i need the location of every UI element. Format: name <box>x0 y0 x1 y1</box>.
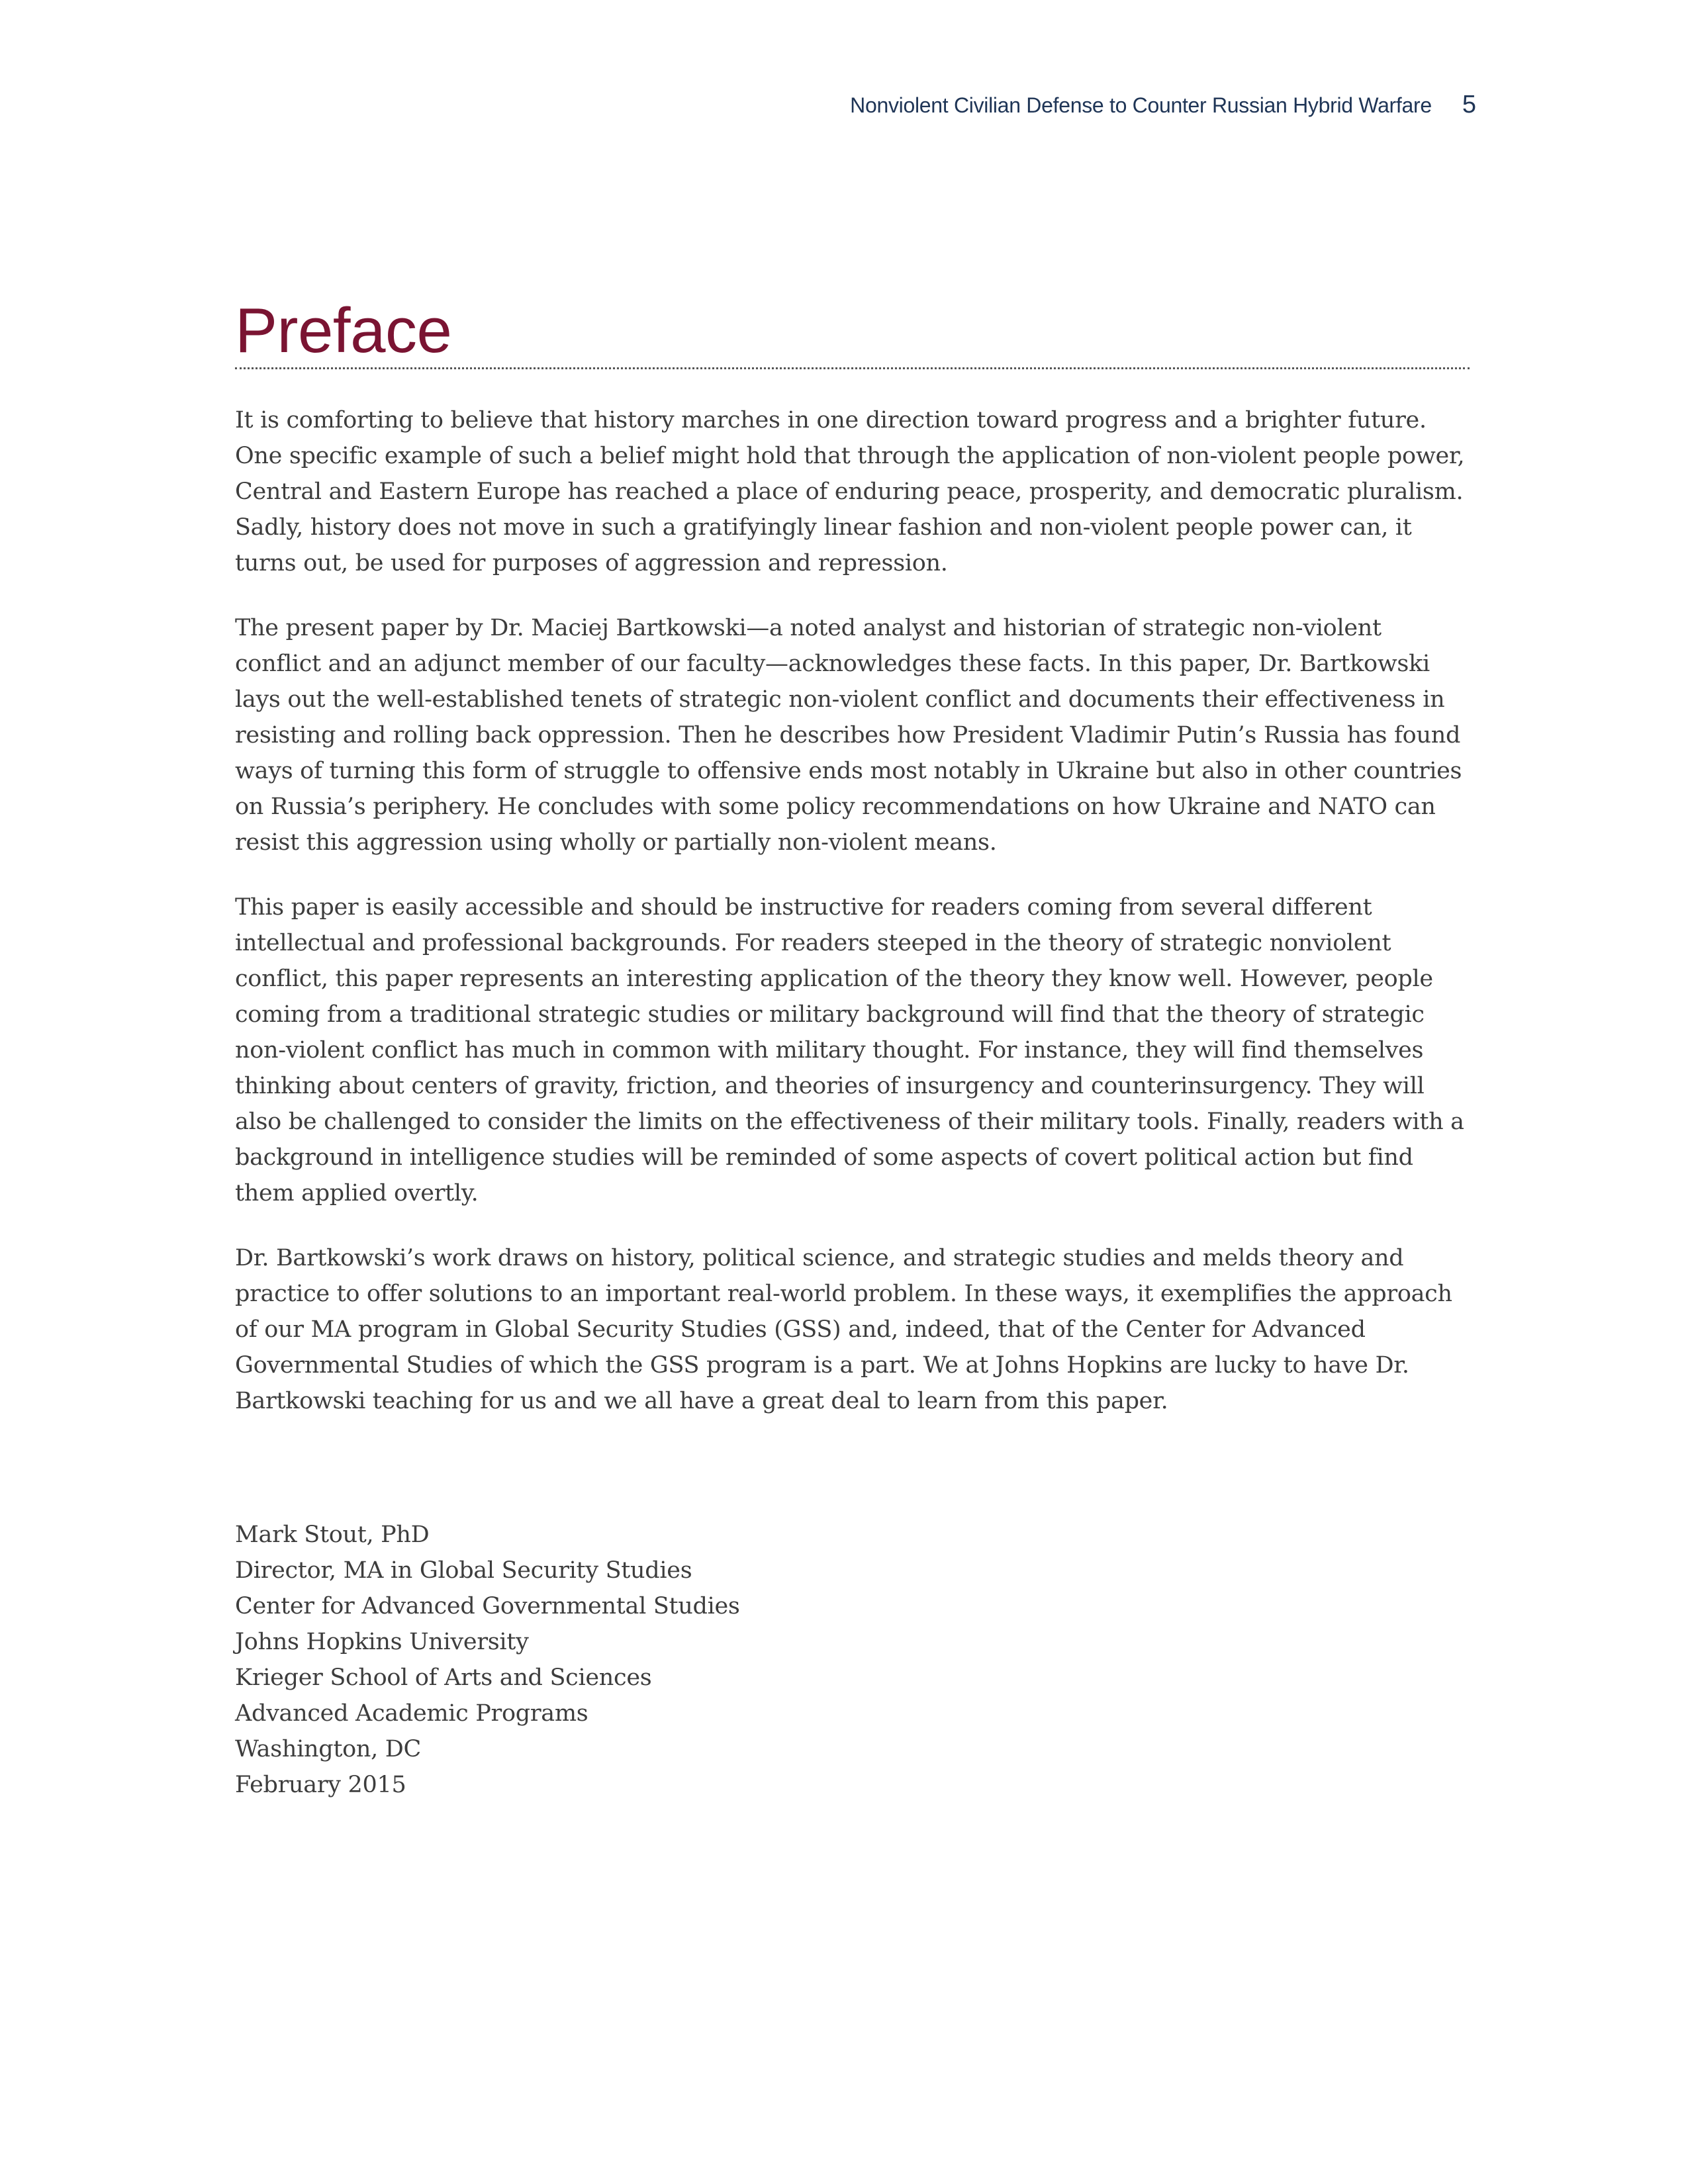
signature-center: Center for Advanced Governmental Studies <box>235 1592 740 1619</box>
signature-school: Krieger School of Arts and Sciences <box>235 1664 652 1691</box>
paragraph-1: It is comforting to believe that history marches in one direction toward progress and a brighter future. One specific example of such a belief might hold that through the application of non-violent people power, Central and Eastern Europe has reached a place of enduring peace, prosperity, and democratic pluralism. Sadly, history does not move in such a gratifyingly linear fashion and non-violent people power can, it turns out, be used for purposes of aggression and repression. <box>235 406 1465 576</box>
signature-name: Mark Stout, PhD <box>235 1521 430 1548</box>
signature-block <box>235 1517 1470 1803</box>
signature-program: Advanced Academic Programs <box>235 1700 588 1727</box>
signature-location: Washington, DC <box>235 1735 422 1762</box>
document-content <box>235 295 1470 1803</box>
signature-date: February 2015 <box>235 1771 406 1798</box>
running-header-title: Nonviolent Civilian Defense to Counter Russian Hybrid Warfare <box>850 93 1432 117</box>
paragraph-4: Dr. Bartkowski’s work draws on history, political science, and strategic studies and melds theory and practice to offer solutions to an important real-world problem. In these ways, it exemplifies the approach of our MA program in Global Security Studies (GSS) and, indeed, that of the Center for Advanced Governmental Studies of which the GSS program is a part. We at Johns Hopkins are lucky to have Dr. Bartkowski teaching for us and we all have a great deal to learn from this paper. <box>235 1244 1452 1414</box>
paragraph-2: The present paper by Dr. Maciej Bartkowski—a noted analyst and historian of strategic non-violent conflict and an adjunct member of our faculty—acknowledges these facts. In this paper, Dr. Bartkowski lays out the well-established tenets of strategic non-violent conflict and documents their effectiveness in resisting and rolling back oppression. Then he describes how President Vladimir Putin’s Russia has found ways of turning this form of struggle to offensive ends most notably in Ukraine but also in other countries on Russia’s periphery. He concludes with some policy recommendations on how Ukraine and NATO can resist this aggression using wholly or partially non-violent means. <box>235 614 1462 856</box>
body-text <box>235 402 1470 1419</box>
page-number: 5 <box>1462 91 1476 118</box>
signature-university: Johns Hopkins University <box>235 1628 529 1655</box>
paragraph-3: This paper is easily accessible and should be instructive for readers coming from several different intellectual and professional backgrounds. For readers steeped in the theory of strategic nonviolent conflict, this paper represents an interesting application of the theory they know well. However, people coming from a traditional strategic studies or military background will find that the theory of strategic non-violent conflict has much in common with military thought. For instance, they will find themselves thinking about centers of gravity, friction, and theories of insurgency and counterinsurgency. They will also be challenged to consider the limits on the effectiveness of their military tools. Finally, readers with a background in intelligence studies will be reminded of some aspects of covert political action but find them applied overtly. <box>235 893 1464 1206</box>
running-header <box>850 91 1476 119</box>
signature-title: Director, MA in Global Security Studies <box>235 1557 692 1584</box>
section-heading: Preface <box>235 295 452 366</box>
heading-divider <box>235 367 1470 369</box>
